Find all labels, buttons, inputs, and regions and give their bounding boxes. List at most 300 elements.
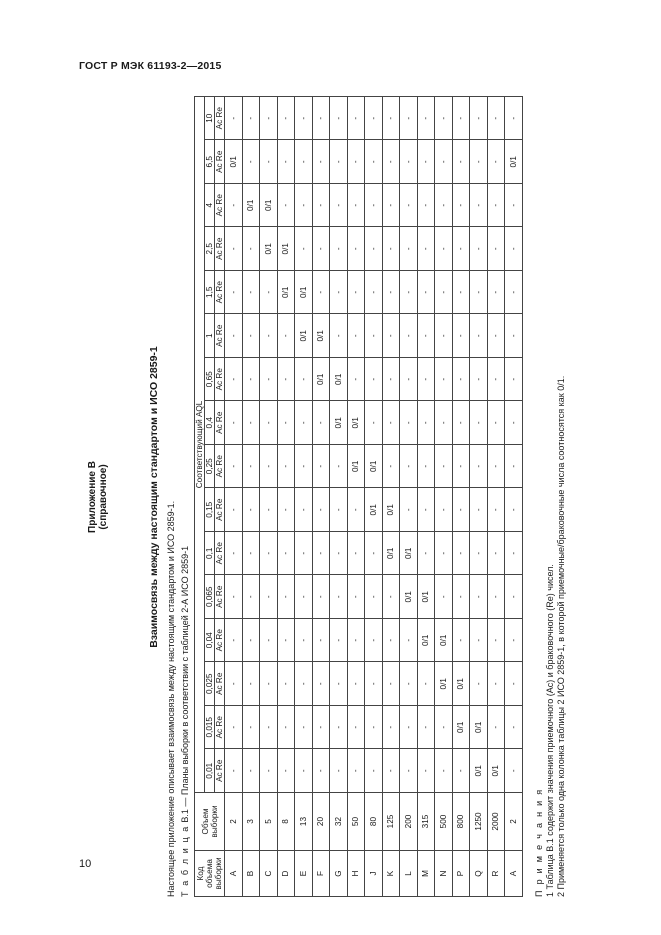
acre-cell: - — [382, 140, 400, 184]
acre-cell: - — [347, 619, 365, 663]
acre-cell: - — [452, 227, 470, 271]
table-row — [452, 96, 470, 896]
acre-cell: - — [470, 575, 488, 619]
acre-cell: - — [435, 227, 453, 271]
acre-cell: - — [242, 401, 260, 445]
acre-cell: - — [347, 749, 365, 793]
acre-cell: - — [260, 575, 278, 619]
acre-cell: - — [225, 401, 243, 445]
acre-cell: - — [365, 401, 383, 445]
acre-cell: - — [435, 271, 453, 315]
table-row — [365, 96, 383, 896]
acre-cell: 0/1 — [312, 358, 330, 402]
code-column-header: Код объема выборки — [195, 851, 225, 897]
acre-subheader: Ac Re — [215, 358, 225, 402]
acre-cell: - — [277, 532, 295, 576]
acre-cell: - — [487, 358, 505, 402]
acre-cell: - — [312, 140, 330, 184]
acre-cell: - — [347, 140, 365, 184]
aql-level-header: 0,01 — [205, 749, 215, 793]
acre-cell: - — [277, 445, 295, 489]
acre-cell: - — [505, 619, 523, 663]
acre-cell: - — [277, 662, 295, 706]
acre-cell: 0/1 — [225, 140, 243, 184]
acre-cell: 0/1 — [470, 706, 488, 750]
acre-cell: - — [400, 314, 418, 358]
acre-cell: - — [312, 488, 330, 532]
acre-cell: - — [312, 96, 330, 140]
acre-cell: - — [417, 749, 435, 793]
sample-size-cell: 50 — [347, 793, 365, 851]
acre-cell: - — [242, 619, 260, 663]
acre-cell: 0/1 — [382, 532, 400, 576]
acre-cell: - — [452, 271, 470, 315]
acre-subheader: Ac Re — [215, 749, 225, 793]
aql-level-header: 1 — [205, 314, 215, 358]
aql-level-header: 6,5 — [205, 140, 215, 184]
acre-cell: - — [452, 445, 470, 489]
acre-cell: - — [382, 358, 400, 402]
acre-cell: - — [487, 401, 505, 445]
acre-cell: - — [312, 184, 330, 228]
acre-cell: - — [330, 184, 348, 228]
sample-code-cell: Q — [470, 851, 488, 897]
acre-cell: 0/1 — [347, 445, 365, 489]
acre-cell: - — [295, 575, 313, 619]
annex-heading — [87, 97, 109, 897]
acre-cell: - — [417, 445, 435, 489]
acre-cell: 0/1 — [382, 488, 400, 532]
acre-cell: - — [452, 619, 470, 663]
note-2: 2 Применяется только одна колонка таблицы 2 ИСО 2859-1, в которой приемочные/браковочные числа соотносятся как 0/1. — [556, 375, 566, 897]
acre-cell: - — [400, 184, 418, 228]
table-row — [312, 96, 330, 896]
acre-cell: - — [295, 488, 313, 532]
acre-cell: - — [260, 619, 278, 663]
acre-cell: - — [505, 96, 523, 140]
acre-cell: - — [260, 662, 278, 706]
acre-cell: - — [452, 314, 470, 358]
sample-code-cell: K — [382, 851, 400, 897]
acre-cell: - — [225, 271, 243, 315]
acre-cell: - — [417, 227, 435, 271]
acre-cell: - — [295, 184, 313, 228]
acre-cell: - — [225, 532, 243, 576]
acre-cell: - — [225, 488, 243, 532]
acre-cell: - — [312, 619, 330, 663]
acre-cell: - — [487, 706, 505, 750]
acre-cell: - — [487, 619, 505, 663]
acre-cell: - — [330, 314, 348, 358]
acre-cell: - — [330, 706, 348, 750]
acre-cell: - — [242, 445, 260, 489]
acre-cell: - — [295, 140, 313, 184]
acre-cell: 0/1 — [417, 619, 435, 663]
acre-cell: - — [242, 662, 260, 706]
acre-cell: - — [487, 271, 505, 315]
acre-cell: - — [470, 227, 488, 271]
acre-cell: - — [295, 749, 313, 793]
acre-cell: - — [347, 532, 365, 576]
acre-cell: - — [470, 662, 488, 706]
table-row — [225, 96, 243, 896]
document-header: ГОСТ Р МЭК 61193-2—2015 — [79, 60, 222, 72]
acre-cell: 0/1 — [400, 575, 418, 619]
sample-size-cell: 1250 — [470, 793, 488, 851]
acre-cell: - — [277, 749, 295, 793]
sample-code-cell: R — [487, 851, 505, 897]
acre-cell: - — [487, 314, 505, 358]
acre-cell: - — [312, 227, 330, 271]
acre-cell: - — [435, 749, 453, 793]
acre-cell: - — [312, 445, 330, 489]
acre-cell: - — [470, 488, 488, 532]
intro-paragraph: Настоящее приложение описывает взаимосвязь между настоящим стандартом и ИСО 2859-1. — [166, 500, 176, 897]
acre-cell: - — [312, 575, 330, 619]
acre-cell: - — [295, 619, 313, 663]
header-row-acre — [215, 96, 225, 896]
acre-cell: - — [417, 358, 435, 402]
acre-cell: - — [347, 706, 365, 750]
acre-cell: - — [260, 358, 278, 402]
acre-cell: - — [400, 358, 418, 402]
acre-cell: - — [347, 575, 365, 619]
acre-cell: - — [487, 140, 505, 184]
acre-cell: - — [470, 140, 488, 184]
acre-subheader: Ac Re — [215, 488, 225, 532]
header-row-aql-levels — [205, 96, 215, 896]
aql-level-header: 10 — [205, 96, 215, 140]
acre-cell: - — [225, 227, 243, 271]
aql-level-header: 0,065 — [205, 575, 215, 619]
aql-level-header: 1,5 — [205, 271, 215, 315]
acre-cell: - — [417, 96, 435, 140]
acre-subheader: Ac Re — [215, 401, 225, 445]
acre-cell: - — [365, 184, 383, 228]
acre-cell: - — [470, 271, 488, 315]
acre-cell: - — [417, 140, 435, 184]
acre-cell: - — [277, 358, 295, 402]
acre-cell: 0/1 — [400, 532, 418, 576]
acre-cell: 0/1 — [435, 662, 453, 706]
sample-size-cell: 32 — [330, 793, 348, 851]
acre-cell: - — [365, 662, 383, 706]
acre-cell: - — [260, 749, 278, 793]
sample-size-cell: 2 — [225, 793, 243, 851]
sample-code-cell: D — [277, 851, 295, 897]
aql-level-header: 0,1 — [205, 532, 215, 576]
acre-cell: - — [470, 445, 488, 489]
acre-cell: - — [487, 488, 505, 532]
acre-cell: - — [347, 96, 365, 140]
acre-cell: - — [505, 575, 523, 619]
sample-size-cell: 315 — [417, 793, 435, 851]
acre-cell: - — [242, 271, 260, 315]
acre-cell: - — [312, 662, 330, 706]
acre-cell: - — [260, 140, 278, 184]
acre-cell: - — [330, 271, 348, 315]
acre-cell: - — [225, 184, 243, 228]
table-row — [347, 96, 365, 896]
acre-cell: - — [242, 358, 260, 402]
acre-cell: - — [295, 662, 313, 706]
acre-subheader: Ac Re — [215, 445, 225, 489]
acre-cell: - — [277, 96, 295, 140]
acre-cell: - — [505, 401, 523, 445]
table-row — [330, 96, 348, 896]
table-row — [295, 96, 313, 896]
sample-size-cell: 20 — [312, 793, 330, 851]
acre-cell: - — [452, 140, 470, 184]
acre-cell: - — [452, 96, 470, 140]
acre-cell: - — [470, 314, 488, 358]
acre-cell: 0/1 — [470, 749, 488, 793]
acre-cell: - — [452, 358, 470, 402]
acre-cell: - — [365, 227, 383, 271]
sample-size-cell: 800 — [452, 793, 470, 851]
aql-level-header: 4 — [205, 184, 215, 228]
acre-cell: - — [487, 184, 505, 228]
sample-size-cell: 13 — [295, 793, 313, 851]
acre-cell: - — [225, 96, 243, 140]
acre-cell: - — [365, 358, 383, 402]
acre-cell: - — [382, 619, 400, 663]
acre-cell: - — [365, 619, 383, 663]
acre-cell: - — [505, 445, 523, 489]
acre-cell: - — [225, 662, 243, 706]
acre-cell: - — [347, 271, 365, 315]
acre-cell: 0/1 — [277, 227, 295, 271]
acre-cell: 0/1 — [260, 184, 278, 228]
table-row — [487, 96, 505, 896]
sample-size-cell: 80 — [365, 793, 383, 851]
acre-cell: - — [295, 445, 313, 489]
acre-cell: - — [277, 575, 295, 619]
acre-cell: - — [505, 662, 523, 706]
acre-cell: 0/1 — [417, 575, 435, 619]
acre-cell: - — [330, 96, 348, 140]
acre-cell: - — [225, 619, 243, 663]
acre-cell: - — [260, 532, 278, 576]
acre-cell: - — [382, 445, 400, 489]
acre-subheader: Ac Re — [215, 140, 225, 184]
aql-level-header: 0,04 — [205, 619, 215, 663]
acre-cell: - — [260, 488, 278, 532]
sample-size-cell: 5 — [260, 793, 278, 851]
acre-cell: - — [260, 96, 278, 140]
acre-cell: - — [260, 706, 278, 750]
rotated-annex-content — [87, 97, 577, 897]
acre-cell: - — [242, 488, 260, 532]
sample-size-cell: 200 — [400, 793, 418, 851]
acre-cell: - — [277, 184, 295, 228]
acre-cell: - — [225, 706, 243, 750]
acre-cell: - — [365, 96, 383, 140]
acre-cell: - — [225, 749, 243, 793]
sample-code-cell: A — [505, 851, 523, 897]
acre-cell: - — [417, 184, 435, 228]
acre-cell: - — [505, 749, 523, 793]
acre-cell: - — [382, 662, 400, 706]
sample-code-cell: J — [365, 851, 383, 897]
acre-cell: - — [452, 575, 470, 619]
acre-cell: - — [277, 401, 295, 445]
acre-cell: - — [417, 271, 435, 315]
sample-code-cell: P — [452, 851, 470, 897]
aql-level-header: 0,15 — [205, 488, 215, 532]
acre-cell: - — [260, 314, 278, 358]
acre-cell: - — [295, 358, 313, 402]
acre-cell: - — [382, 314, 400, 358]
table-notes — [534, 376, 567, 897]
acre-cell: - — [312, 532, 330, 576]
acre-cell: - — [487, 662, 505, 706]
acre-cell: 0/1 — [312, 314, 330, 358]
acre-cell: - — [225, 445, 243, 489]
acre-cell: - — [330, 662, 348, 706]
table-row — [505, 96, 523, 896]
table-row — [260, 96, 278, 896]
acre-cell: - — [347, 227, 365, 271]
sample-code-cell: E — [295, 851, 313, 897]
acre-cell: - — [382, 96, 400, 140]
acre-cell: 0/1 — [505, 140, 523, 184]
acre-cell: - — [435, 314, 453, 358]
sample-code-cell: N — [435, 851, 453, 897]
acre-cell: - — [435, 575, 453, 619]
table-row — [470, 96, 488, 896]
acre-cell: - — [400, 227, 418, 271]
sample-size-cell: 2000 — [487, 793, 505, 851]
acre-subheader: Ac Re — [215, 314, 225, 358]
acre-cell: - — [365, 314, 383, 358]
acre-cell: - — [382, 401, 400, 445]
sample-size-cell: 125 — [382, 793, 400, 851]
acre-cell: 0/1 — [452, 662, 470, 706]
table-row — [435, 96, 453, 896]
acre-cell: - — [295, 706, 313, 750]
sample-code-cell: H — [347, 851, 365, 897]
acre-cell: - — [487, 532, 505, 576]
sample-code-cell: L — [400, 851, 418, 897]
aql-level-header: 0,65 — [205, 358, 215, 402]
acre-cell: - — [382, 227, 400, 271]
acre-cell: - — [505, 488, 523, 532]
acre-cell: - — [295, 227, 313, 271]
acre-cell: - — [382, 706, 400, 750]
acre-cell: - — [365, 575, 383, 619]
acre-cell: - — [242, 532, 260, 576]
acre-cell: - — [312, 401, 330, 445]
acre-cell: - — [435, 96, 453, 140]
sample-code-cell: B — [242, 851, 260, 897]
acre-cell: - — [330, 488, 348, 532]
acre-cell: - — [470, 184, 488, 228]
acre-cell: - — [365, 140, 383, 184]
aql-group-header: Соответствующий AQL — [195, 96, 205, 792]
acre-cell: - — [435, 401, 453, 445]
acre-cell: - — [365, 271, 383, 315]
acre-cell: - — [277, 619, 295, 663]
sample-code-cell: M — [417, 851, 435, 897]
table-row — [277, 96, 295, 896]
sample-size-cell: 2 — [505, 793, 523, 851]
acre-cell: - — [382, 575, 400, 619]
acre-subheader: Ac Re — [215, 532, 225, 576]
aql-level-header: 0,4 — [205, 401, 215, 445]
acre-cell: - — [312, 271, 330, 315]
acre-subheader: Ac Re — [215, 227, 225, 271]
table-row — [382, 96, 400, 896]
acre-cell: - — [277, 706, 295, 750]
acre-cell: - — [435, 184, 453, 228]
acre-cell: - — [242, 140, 260, 184]
acre-cell: - — [435, 445, 453, 489]
acre-cell: - — [505, 706, 523, 750]
acre-cell: - — [487, 227, 505, 271]
aql-level-header: 0,015 — [205, 706, 215, 750]
acre-cell: - — [277, 140, 295, 184]
acre-cell: 0/1 — [435, 619, 453, 663]
table-row — [417, 96, 435, 896]
acre-cell: 0/1 — [347, 401, 365, 445]
acre-subheader: Ac Re — [215, 575, 225, 619]
acre-cell: - — [417, 662, 435, 706]
notes-heading: П р и м е ч а н и я — [534, 788, 544, 897]
acre-cell: - — [277, 314, 295, 358]
aql-level-header: 0,025 — [205, 662, 215, 706]
acre-cell: - — [452, 749, 470, 793]
acre-cell: 0/1 — [330, 358, 348, 402]
acre-cell: - — [400, 749, 418, 793]
acre-cell: - — [295, 401, 313, 445]
acre-cell: - — [225, 314, 243, 358]
aql-level-header: 2,5 — [205, 227, 215, 271]
acre-cell: - — [365, 749, 383, 793]
acre-cell: - — [452, 488, 470, 532]
acre-cell: - — [242, 227, 260, 271]
acre-cell: - — [330, 445, 348, 489]
acre-cell: - — [347, 488, 365, 532]
sample-code-cell: A — [225, 851, 243, 897]
acre-cell: - — [347, 358, 365, 402]
sample-code-cell: C — [260, 851, 278, 897]
header-row-aql-title — [195, 96, 205, 896]
acre-cell: - — [470, 358, 488, 402]
note-1: 1 Таблица В.1 содержит значения приемочного (Ac) и браковочного (Re) чисел. — [545, 564, 555, 897]
acre-cell: - — [505, 358, 523, 402]
acre-cell: - — [225, 358, 243, 402]
acre-cell: - — [277, 488, 295, 532]
size-column-header: Объем выборки — [195, 793, 225, 851]
sample-size-cell: 8 — [277, 793, 295, 851]
acre-cell: 0/1 — [330, 401, 348, 445]
acre-subheader: Ac Re — [215, 619, 225, 663]
acre-cell: - — [295, 532, 313, 576]
acre-cell: - — [242, 575, 260, 619]
acre-cell: - — [400, 140, 418, 184]
acre-cell: - — [487, 575, 505, 619]
acre-cell: - — [260, 401, 278, 445]
acre-cell: 0/1 — [365, 488, 383, 532]
acre-cell: - — [242, 706, 260, 750]
acre-cell: - — [400, 619, 418, 663]
acre-cell: - — [452, 184, 470, 228]
acre-cell: - — [295, 96, 313, 140]
acre-cell: - — [487, 445, 505, 489]
acre-cell: - — [347, 184, 365, 228]
sample-code-cell: G — [330, 851, 348, 897]
